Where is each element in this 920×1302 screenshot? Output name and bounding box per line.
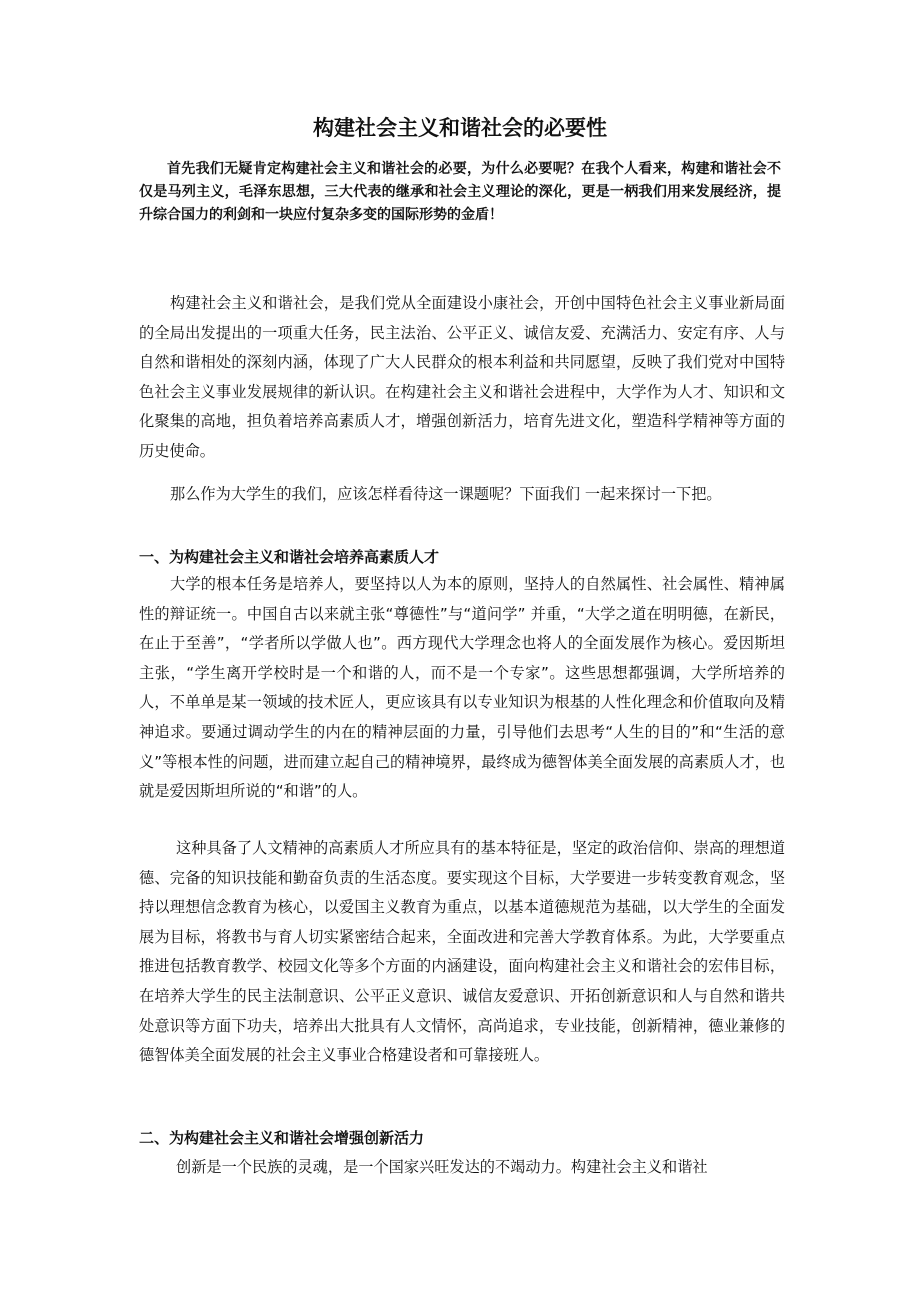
section-1-paragraph-2: 这种具备了人文精神的高素质人才所应具有的基本特征是，坚定的政治信仰、崇高的理想道德、完备的知识技能和勤奋负责的生活态度。要实现这个目标，大学要进一步转变教育观念，坚持以理想信念教育为核心，以爱国主义教育为重点，以基本道德规范为基础，以大学生的全面发展为目标，将教书与育人切实紧密结合起来，全面改进和完善大学教育体系。为此，大学要重点推进包括教育教学、校园文化等多个方面的内涵建设，面向构建社会主义和谐社会的宏伟目标，在培养大学生的民主法制意识、公平正义意识、诚信友爱意识、开拓创新意识和人与自然和谐共处意识等方面下功夫，培养出大批具有人文情怀，高尚追求，专业技能，创新精神，德业兼修的德智体美全面发展的社会主义事业合格建设者和可靠接班人。 (139, 839, 785, 1065)
section-heading-1: 一、为构建社会主义和谐社会培养高素质人才 (139, 548, 440, 566)
document-title: 构建社会主义和谐社会的必要性 (313, 116, 607, 140)
section-heading-2: 二、为构建社会主义和谐社会增强创新活力 (139, 1129, 425, 1147)
body-paragraph-2: 那么作为大学生的我们，应该怎样看待这一课题呢？下面我们 一起来探讨一下把。 (170, 485, 722, 503)
body-paragraph-1: 构建社会主义和谐社会，是我们党从全面建设小康社会，开创中国特色社会主义事业新局面的全局出发提出的一项重大任务，民主法治、公平正义、诚信友爱、充满活力、安定有序、人与自然和谐相处的深刻内涵，体现了广大人民群众的根本利益和共同愿望，反映了我们党对中国特色社会主义事业发展规律的新认识。在构建社会主义和谐社会进程中，大学作为人才、知识和文化聚集的高地，担负着培养高素质人才，增强创新活力，培育先进文化，塑造科学精神等方面的历史使命。 (139, 294, 785, 460)
section-2-paragraph-1: 创新是一个民族的灵魂，是一个国家兴旺发达的不竭动力。构建社会主义和谐社 (176, 1158, 708, 1176)
intro-paragraph: 首先我们无疑肯定构建社会主义和谐社会的必要，为什么必要呢？在我个人看来，构建和谐社会不仅是马列主义，毛泽东思想，三大代表的继承和社会主义理论的深化，更是一柄我们用来发展经济，提升综合国力的利剑和一块应付复杂多变的国际形势的金盾！ (139, 161, 781, 223)
section-1-paragraph-1: 大学的根本任务是培养人，要坚持以人为本的原则，坚持人的自然属性、社会属性、精神属性的辩证统一。中国自古以来就主张“尊德性”与“道问学” 并重，“大学之道在明明德，在新民，在止于至善”，“学者所以学做人也”。西方现代大学理念也将人的全面发展作为核心。爱因斯坦主张，“学生离开学校时是一个和谐的人，而不是一个专家”。这些思想都强调，大学所培养的人，不单单是某一领域的技术匠人，更应该具有以专业知识为根基的人性化理念和价值取向及精神追求。要通过调动学生的内在的精神层面的力量，引导他们去思考“人生的目的”和“生活的意义”等根本性的问题，进而建立起自己的精神境界，最终成为德智体美全面发展的高素质人才，也就是爱因斯坦所说的“和谐”的人。 (139, 575, 785, 801)
